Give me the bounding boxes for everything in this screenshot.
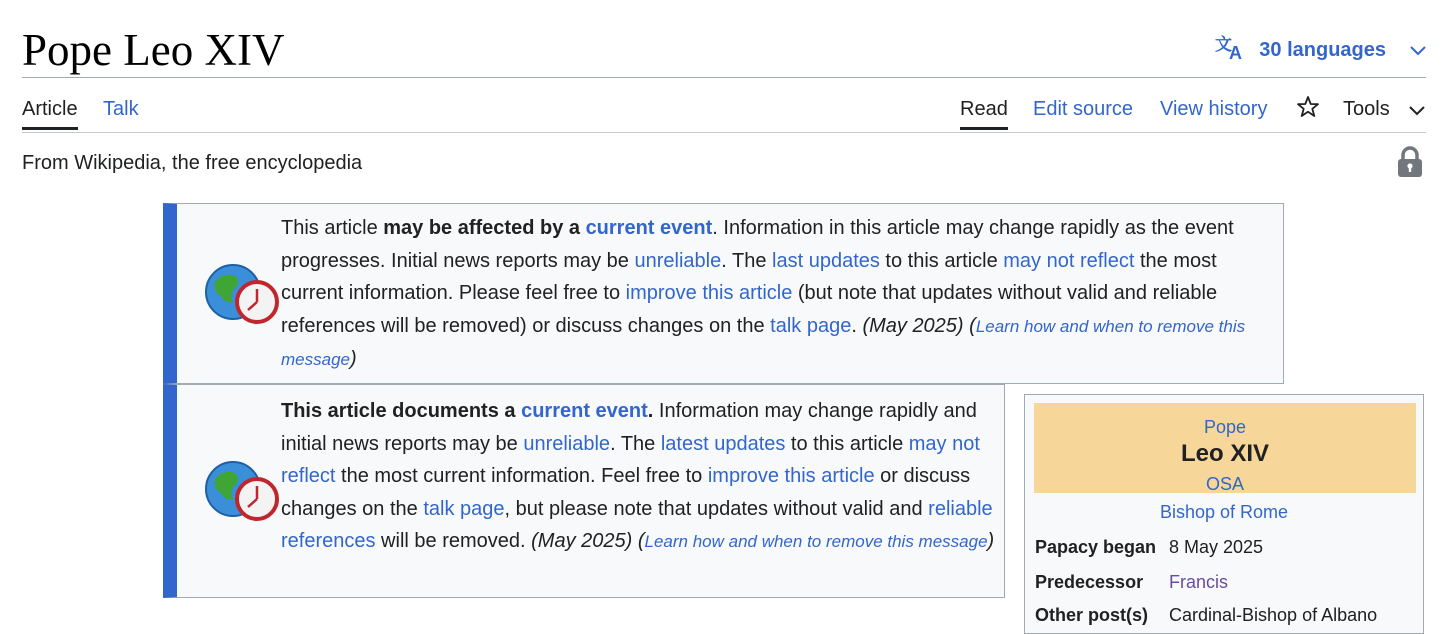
translate-icon bbox=[1215, 34, 1247, 66]
papacy-began-value: 8 May 2025 bbox=[1169, 537, 1264, 557]
title-divider bbox=[22, 77, 1426, 78]
lock-icon[interactable] bbox=[1397, 146, 1423, 183]
globe-clock-icon bbox=[205, 264, 281, 331]
last-updates-link[interactable]: last updates bbox=[772, 249, 880, 272]
current-event-notice bbox=[163, 203, 1284, 384]
predecessor-link[interactable]: Francis bbox=[1169, 572, 1229, 592]
languages-label: 30 languages bbox=[1259, 38, 1386, 61]
talk-page-link[interactable]: talk page bbox=[423, 497, 505, 520]
bishop-of-rome-link[interactable]: Bishop of Rome bbox=[1159, 502, 1289, 522]
tabs-divider bbox=[22, 132, 1426, 133]
page-title: Pope Leo XIV bbox=[22, 25, 285, 75]
svg-text:A: A bbox=[1229, 43, 1243, 60]
tab-talk[interactable]: Talk bbox=[103, 98, 139, 120]
svg-text:文: 文 bbox=[1215, 35, 1233, 55]
unreliable-link[interactable]: unreliable bbox=[634, 249, 722, 272]
current-event-link[interactable]: current event bbox=[585, 217, 713, 239]
learn-remove-link[interactable]: Learn how and when to remove this message bbox=[644, 532, 988, 551]
learn-remove-link[interactable]: Learn how and when to remove this message bbox=[281, 316, 1246, 369]
globe-clock-icon bbox=[205, 461, 281, 528]
tools-label: Tools bbox=[1343, 98, 1390, 120]
infobox bbox=[1024, 394, 1424, 634]
unreliable-link[interactable]: unreliable bbox=[523, 432, 611, 455]
order-link[interactable]: OSA bbox=[1205, 474, 1244, 494]
may-not-reflect-link[interactable]: may not reflect bbox=[281, 432, 980, 487]
reliable-references-link[interactable]: reliable references bbox=[281, 497, 993, 552]
tab-article[interactable]: Article bbox=[22, 98, 78, 120]
languages-button[interactable] bbox=[1215, 34, 1426, 66]
tab-edit-source[interactable]: Edit source bbox=[1033, 98, 1134, 120]
current-event-link[interactable]: current event bbox=[521, 400, 648, 422]
predecessor-label: Predecessor bbox=[1035, 572, 1144, 592]
notice-text: This article documents a current event. Information may change rapidly and initial news reports may be unreliable. The latest updates to this article may not reflect the most current information. Feel free to improve this article or discuss changes on the talk page, but please note that updates without valid and reliable references will be removed. (May 2025) (Learn how and when to remove this message) bbox=[281, 400, 995, 552]
latest-updates-link[interactable]: latest updates bbox=[660, 432, 786, 455]
current-event-notice-2 bbox=[163, 384, 1005, 598]
infobox-header bbox=[1034, 403, 1416, 493]
improve-article-link[interactable]: improve this article bbox=[707, 465, 875, 487]
star-icon[interactable] bbox=[1296, 95, 1320, 126]
chevron-down-icon bbox=[1409, 97, 1425, 123]
papacy-began-label: Papacy began bbox=[1035, 537, 1157, 557]
site-tagline: From Wikipedia, the free encyclopedia bbox=[22, 152, 363, 174]
improve-article-link[interactable]: improve this article bbox=[625, 282, 793, 304]
office-link[interactable]: Pope bbox=[1203, 417, 1247, 437]
other-posts-label: Other post(s) bbox=[1035, 605, 1149, 625]
chevron-down-icon bbox=[1410, 39, 1426, 62]
talk-page-link[interactable]: talk page bbox=[770, 314, 852, 337]
tab-view-history[interactable]: View history bbox=[1160, 98, 1268, 120]
may-not-reflect-link[interactable]: may not reflect bbox=[1003, 249, 1135, 272]
notice-text: This article may be affected by a current event. Information in this article may change rapidly as the event progresses. Initial news reports may be unreliable. The last updates to this article may not reflect the most current information. Please feel free to improve this article (but note that updates without valid and reliable references will be removed) or discuss changes on the talk page. (May 2025) (Learn how and when to remove this message) bbox=[281, 217, 1246, 370]
tab-read[interactable]: Read bbox=[960, 98, 1008, 120]
tools-menu[interactable] bbox=[1343, 96, 1425, 123]
other-posts-value: Cardinal-Bishop of Albano bbox=[1169, 605, 1378, 625]
infobox-name: Leo XIV bbox=[1180, 440, 1270, 467]
